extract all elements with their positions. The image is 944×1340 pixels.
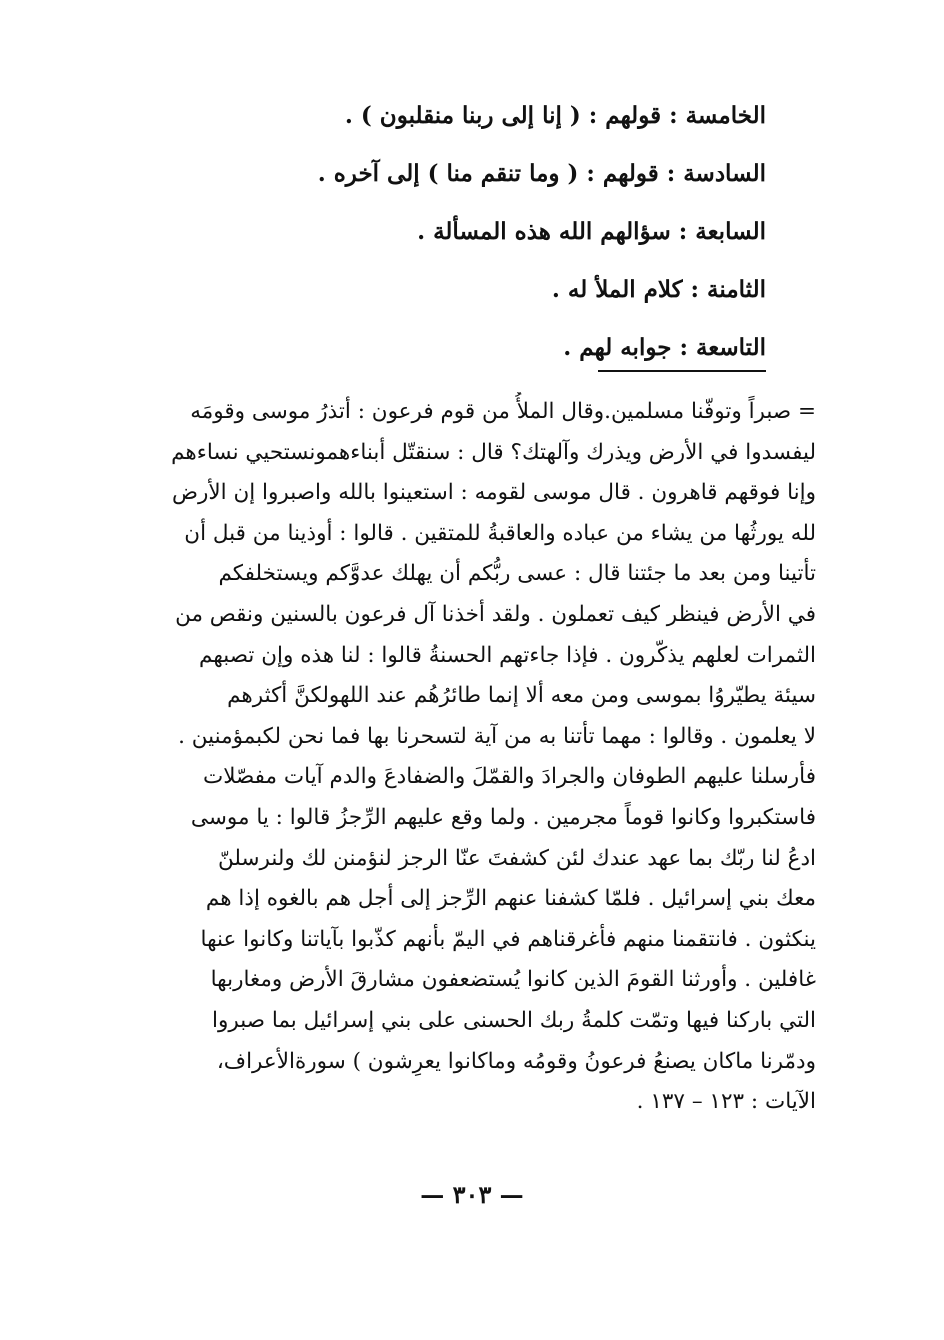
footnote-line: ليفسدوا في الأرض ويذرك وآلهتك؟ قال : سنقتّل أبناءهمونستحيي نساءهم [171,439,816,465]
footnote-line: لا يعلمون . وقالوا : مهما تأتنا به من آية لتسحرنا بها فما نحن لكبمؤمنين . [178,723,816,749]
footnote-line: سيئة يطيّروُا بموسى ومن معه ألا إنما طائرُهُم عند اللهولكنَّ أكثرهم [227,683,816,709]
footnote-line: فأرسلنا عليهم الطوفان والجرادَ والقمّلَ والضفادعَ والدم آيات مفصّلات [202,764,816,790]
footnote-line: في الأرض فينظر كيف تعملون . ولقد أخذنا آل فرعون بالسنين ونقص من [175,601,816,627]
footnote-line: غافلين . وأورثنا القومَ الذين كانوا يُستضعفون مشارقَ الأرض ومغاربها [210,967,816,993]
heading-line-8: الثامنة : كلام الملأ له . [551,276,766,303]
footnote-line: = صبراً وتوفّنا مسلمين.وقال الملأُ من قوم فرعون : أتذرُ موسى وقومَه [190,399,816,424]
footnote-line: لله يورثُها من يشاء من عباده والعاقبةُ للمتقين . قالوا : أوذينا من قبل أن [184,520,816,546]
heading-line-9: التاسعة : جوابه لهم . [563,334,766,361]
heading-line-7: السابعة : سؤالهم الله هذه المسألة . [417,218,766,245]
footnote-divider [598,370,766,372]
footnote-line: معك بني إسرائيل . فلمّا كشفنا عنهم الرِّجز إلى أجل هم بالغوه إذا هم [205,886,816,912]
heading-list [106,92,766,382]
footnote-line: الثمرات لعلهم يذكّرون . فإذا جاءتهم الحسنةُ قالوا : لنا هذه وإن تصبهم [199,642,816,668]
footnote-line: الآيات : ١٢٣ – ١٣٧ . [636,1089,816,1115]
page-number: — ٣٠٣ — [420,1180,524,1209]
footnote-line: ينكثون . فانتقمنا منهم فأغرقناهم في اليمّ بأنهم كذّبوا بآياتنا وكانوا عنها [200,926,816,952]
footnote-line: وإنا فوقهم قاهرون . قال موسى لقومه : استعينوا بالله واصبروا إن الأرض [172,480,816,506]
heading-line-5: الخامسة : قولهم : ( إنا إلى ربنا منقلبون ) . [344,102,766,129]
footnote-line: ادعُ لنا ربّك بما عهد عندك لئن كشفتَ عنّا الرجز لنؤمنن لك ولنرسلنّ [218,845,816,871]
footnote-text [126,392,816,1123]
footnote-line: ودمّرنا ماكان يصنعُ فرعونُ وقومُه وماكانوا يعرِشون ) سورةالأعراف، [216,1048,816,1074]
footnote-line: التي باركنا فيها وتمّت كلمةُ ربك الحسنى على بني إسرائيل بما صبروا [212,1007,816,1033]
footnote-line: فاستكبروا وكانوا قوماً مجرمين . ولما وقع عليهم الرِّجزُ قالوا : يا موسى [190,804,816,830]
footnote-line: تأتينا ومن بعد ما جئتنا قال : عسى ربُّكم أن يهلك عدوَّكم ويستخلفكم [218,561,816,587]
heading-line-6: السادسة : قولهم : ( وما تنقم منا ) إلى آخره . [317,160,766,187]
